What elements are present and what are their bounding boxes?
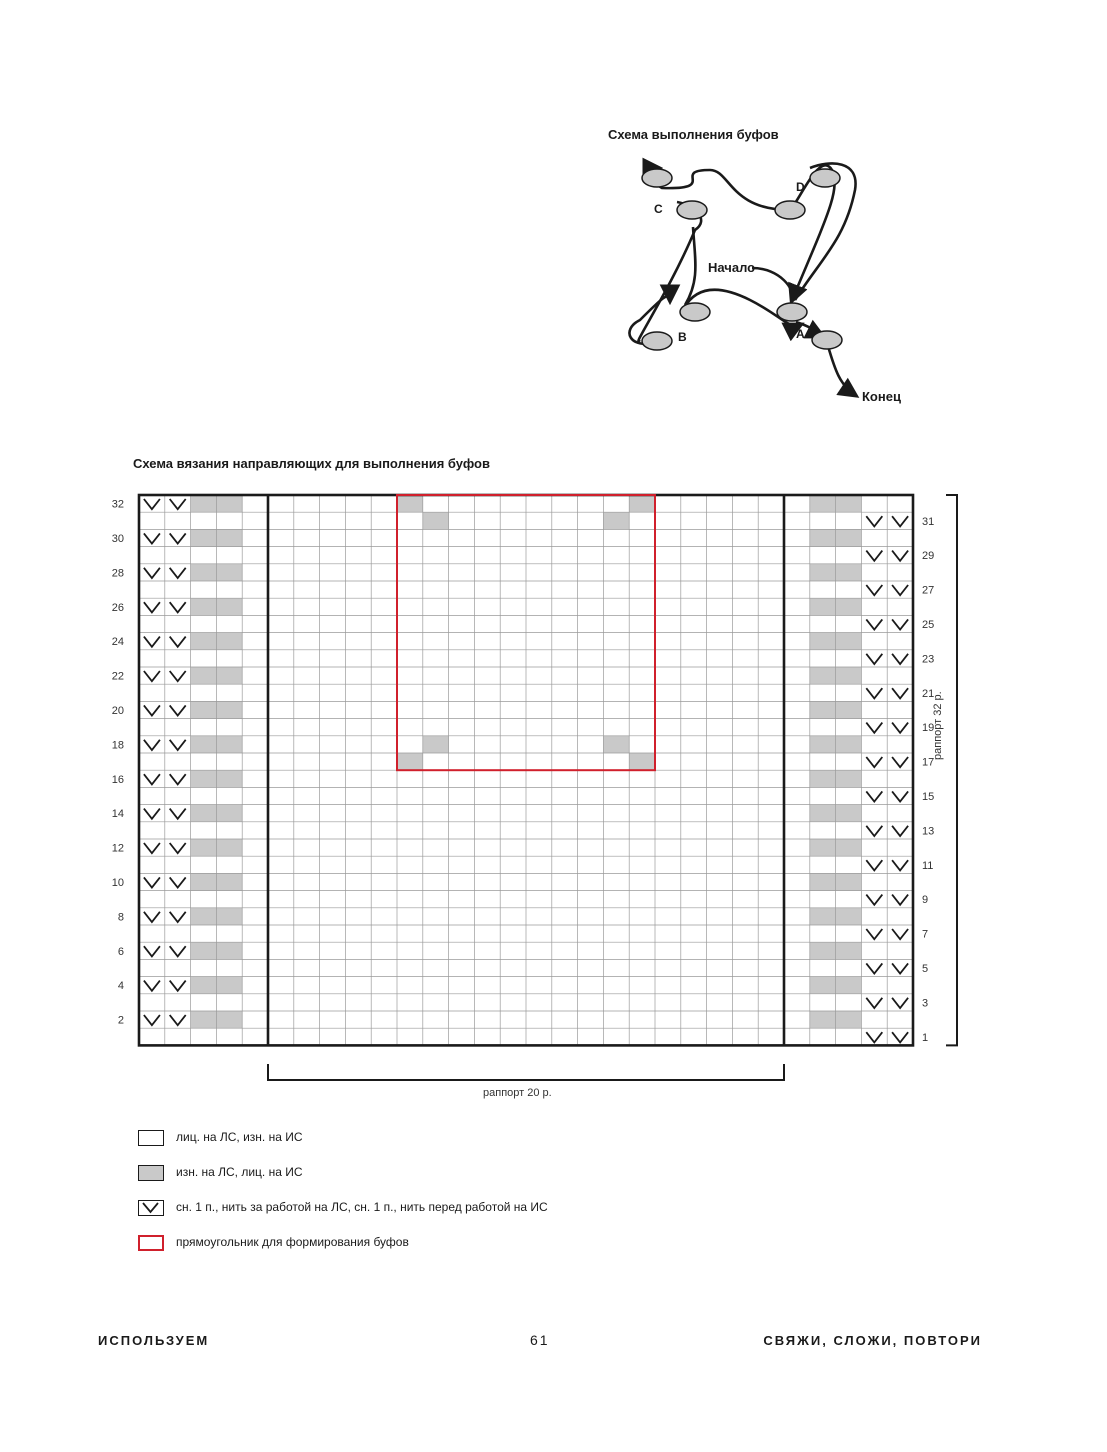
purl-cell: [216, 529, 242, 546]
legend-label: изн. на ЛС, лиц. на ИС: [176, 1165, 303, 1179]
point-label-b: B: [678, 330, 687, 344]
legend-label: сн. 1 п., нить за работой на ЛС, сн. 1 п., нить перед работой на ИС: [176, 1200, 548, 1214]
slip-stitch-icon: [892, 619, 908, 629]
footer-right: СВЯЖИ, СЛОЖИ, ПОВТОРИ: [763, 1333, 982, 1348]
purl-cell: [191, 1011, 217, 1028]
purl-cell: [216, 701, 242, 718]
legend-label: лиц. на ЛС, изн. на ИС: [176, 1130, 303, 1144]
row-number: 26: [111, 601, 124, 614]
slip-stitch-icon: [866, 688, 882, 698]
point-label-c: C: [654, 202, 663, 216]
slip-stitch-icon: [866, 826, 882, 836]
purl-cell: [191, 529, 217, 546]
purl-cell: [629, 495, 655, 512]
row-number: 9: [922, 894, 929, 907]
slip-stitch-icon: [170, 671, 186, 681]
purl-cell: [836, 495, 862, 512]
purl-cell: [836, 667, 862, 684]
slip-stitch-icon: [866, 551, 882, 561]
row-number: 14: [111, 808, 124, 821]
slip-stitch-icon: [144, 843, 160, 853]
slip-stitch-icon: [892, 688, 908, 698]
purl-cell: [603, 736, 629, 753]
slip-stitch-icon: [144, 877, 160, 887]
purl-cell: [216, 942, 242, 959]
purl-cell: [216, 564, 242, 581]
row-number: 7: [922, 928, 929, 941]
page-number: 61: [530, 1332, 550, 1348]
slip-stitch-icon: [892, 757, 908, 767]
purl-cell: [836, 805, 862, 822]
purl-cell: [810, 805, 836, 822]
rapport-stitches-label: раппорт 20 р.: [483, 1087, 552, 1099]
slip-stitch-icon: [866, 963, 882, 973]
purl-cell: [836, 908, 862, 925]
slip-stitch-icon: [144, 740, 160, 750]
purl-cell: [216, 667, 242, 684]
purl-cell: [216, 495, 242, 512]
row-number: 29: [922, 550, 935, 563]
row-number: 30: [111, 533, 124, 545]
row-number: 3: [922, 997, 929, 1010]
purl-cell: [836, 839, 862, 856]
slip-stitch-icon: [170, 499, 186, 509]
slip-stitch-icon: [866, 585, 882, 595]
row-number: 5: [922, 963, 929, 975]
purl-cell: [191, 908, 217, 925]
purl-cell: [216, 633, 242, 650]
purl-cell: [191, 564, 217, 581]
row-number: 18: [111, 739, 124, 752]
row-number: 22: [111, 670, 124, 683]
purl-cell: [629, 753, 655, 770]
row-number: 4: [117, 980, 124, 993]
slip-stitch-icon: [866, 654, 882, 664]
slip-stitch-icon: [170, 843, 186, 853]
purl-cell: [810, 495, 836, 512]
row-number: 11: [922, 859, 934, 872]
purl-cell: [810, 598, 836, 615]
row-number: 15: [922, 791, 935, 803]
slip-stitch-icon: [170, 568, 186, 578]
rapport-stitches-bracket: [268, 1064, 784, 1080]
purl-cell: [836, 529, 862, 546]
rapport-rows-bracket: [946, 495, 957, 1045]
purl-cell: [810, 942, 836, 959]
row-number: 12: [111, 842, 124, 855]
purl-cell: [191, 736, 217, 753]
purl-cell: [836, 564, 862, 581]
purl-cell: [191, 805, 217, 822]
slip-stitch-icon: [144, 568, 160, 578]
slip-stitch-icon: [866, 757, 882, 767]
slip-swatch: [138, 1200, 164, 1216]
purl-cell: [216, 908, 242, 925]
purl-cell: [810, 908, 836, 925]
purl-cell: [216, 736, 242, 753]
row-number: 21: [922, 687, 935, 700]
row-number: 20: [111, 705, 124, 717]
slip-stitch-icon: [892, 516, 908, 526]
purl-cell: [810, 736, 836, 753]
row-number: 28: [111, 567, 124, 580]
slip-stitch-icon: [144, 705, 160, 715]
purl-cell: [191, 977, 217, 994]
purl-cell: [810, 977, 836, 994]
slip-stitch-icon: [170, 1015, 186, 1025]
slip-stitch-icon: [892, 791, 908, 801]
knit-swatch: [138, 1130, 164, 1146]
row-number: 31: [922, 515, 935, 528]
chart-title: Схема вязания направляющих для выполнения буфов: [133, 456, 490, 471]
slip-stitch-icon: [892, 1032, 908, 1042]
slip-stitch-icon: [892, 998, 908, 1008]
purl-cell: [216, 770, 242, 787]
purl-cell: [810, 701, 836, 718]
slip-stitch-icon: [144, 1015, 160, 1025]
purl-cell: [191, 495, 217, 512]
purl-cell: [216, 805, 242, 822]
row-number: 23: [922, 653, 935, 666]
purl-cell: [836, 598, 862, 615]
slip-stitch-icon: [866, 516, 882, 526]
purl-cell: [216, 873, 242, 890]
purl-cell: [836, 770, 862, 787]
purl-cell: [603, 512, 629, 529]
purl-cell: [397, 753, 423, 770]
row-number: 17: [922, 756, 935, 769]
purl-cell: [810, 770, 836, 787]
row-number: 16: [111, 773, 124, 786]
start-label: Начало: [708, 260, 756, 275]
slip-stitch-icon: [892, 585, 908, 595]
slip-stitch-icon: [170, 946, 186, 956]
slip-stitch-icon: [170, 981, 186, 991]
purl-cell: [191, 839, 217, 856]
purl-cell: [191, 770, 217, 787]
purl-cell: [836, 633, 862, 650]
purl-cell: [423, 512, 449, 529]
purl-cell: [216, 598, 242, 615]
end-label: Конец: [862, 389, 901, 404]
slip-stitch-icon: [892, 654, 908, 664]
slip-stitch-icon: [866, 1032, 882, 1042]
purl-swatch: [138, 1165, 164, 1181]
point-label-d: D: [796, 180, 805, 194]
purl-cell: [836, 701, 862, 718]
slip-stitch-icon: [866, 895, 882, 905]
purl-cell: [810, 839, 836, 856]
slip-stitch-icon: [144, 809, 160, 819]
slip-stitch-icon: [170, 533, 186, 543]
slip-stitch-icon: [892, 551, 908, 561]
row-number: 32: [111, 498, 124, 511]
slip-stitch-icon: [139, 1201, 162, 1214]
slip-stitch-icon: [144, 499, 160, 509]
purl-cell: [397, 495, 423, 512]
row-number: 13: [922, 825, 935, 838]
slip-stitch-icon: [144, 981, 160, 991]
legend-label: прямоугольник для формирования буфов: [176, 1235, 409, 1249]
purl-cell: [810, 667, 836, 684]
purl-cell: [216, 977, 242, 994]
purl-cell: [423, 736, 449, 753]
purl-cell: [191, 942, 217, 959]
purl-cell: [191, 633, 217, 650]
rapport-rows-label: раппорт 32 р.: [932, 691, 944, 760]
purl-cell: [836, 736, 862, 753]
row-number: 8: [117, 911, 124, 924]
slip-stitch-icon: [170, 912, 186, 922]
slip-stitch-icon: [866, 860, 882, 870]
row-number: 6: [117, 945, 124, 958]
row-number: 27: [922, 584, 935, 597]
slip-stitch-icon: [170, 705, 186, 715]
slip-stitch-icon: [866, 791, 882, 801]
row-number: 25: [922, 619, 935, 631]
slip-stitch-icon: [170, 774, 186, 784]
frame-swatch: [138, 1235, 164, 1251]
slip-stitch-icon: [866, 929, 882, 939]
purl-cell: [191, 873, 217, 890]
slip-stitch-icon: [144, 533, 160, 543]
flow-diagram-title: Схема выполнения буфов: [608, 127, 779, 142]
slip-stitch-icon: [892, 826, 908, 836]
slip-stitch-icon: [866, 723, 882, 733]
row-number: 2: [117, 1014, 124, 1027]
slip-stitch-icon: [170, 602, 186, 612]
slip-stitch-icon: [144, 602, 160, 612]
slip-stitch-icon: [892, 723, 908, 733]
row-number: 19: [922, 722, 935, 735]
slip-stitch-icon: [144, 671, 160, 681]
purl-cell: [216, 1011, 242, 1028]
purl-cell: [191, 667, 217, 684]
purl-cell: [836, 873, 862, 890]
slip-stitch-icon: [892, 895, 908, 905]
slip-stitch-icon: [892, 860, 908, 870]
slip-stitch-icon: [170, 809, 186, 819]
purl-cell: [810, 529, 836, 546]
slip-stitch-icon: [866, 998, 882, 1008]
slip-stitch-icon: [144, 912, 160, 922]
purl-cell: [836, 942, 862, 959]
slip-stitch-icon: [892, 929, 908, 939]
row-number: 1: [922, 1031, 929, 1044]
slip-stitch-icon: [144, 946, 160, 956]
purl-cell: [810, 564, 836, 581]
slip-stitch-icon: [170, 740, 186, 750]
footer-left: ИСПОЛЬЗУЕМ: [98, 1333, 210, 1348]
slip-stitch-icon: [144, 774, 160, 784]
slip-stitch-icon: [170, 637, 186, 647]
purl-cell: [836, 977, 862, 994]
row-number: 24: [111, 636, 124, 649]
purl-cell: [810, 873, 836, 890]
purl-cell: [191, 701, 217, 718]
purl-cell: [216, 839, 242, 856]
row-number: 10: [111, 877, 124, 889]
point-label-a: A: [796, 327, 805, 341]
purl-cell: [810, 1011, 836, 1028]
purl-cell: [191, 598, 217, 615]
slip-stitch-icon: [866, 619, 882, 629]
slip-stitch-icon: [892, 963, 908, 973]
purl-cell: [836, 1011, 862, 1028]
slip-stitch-icon: [144, 637, 160, 647]
purl-cell: [810, 633, 836, 650]
slip-stitch-icon: [170, 877, 186, 887]
